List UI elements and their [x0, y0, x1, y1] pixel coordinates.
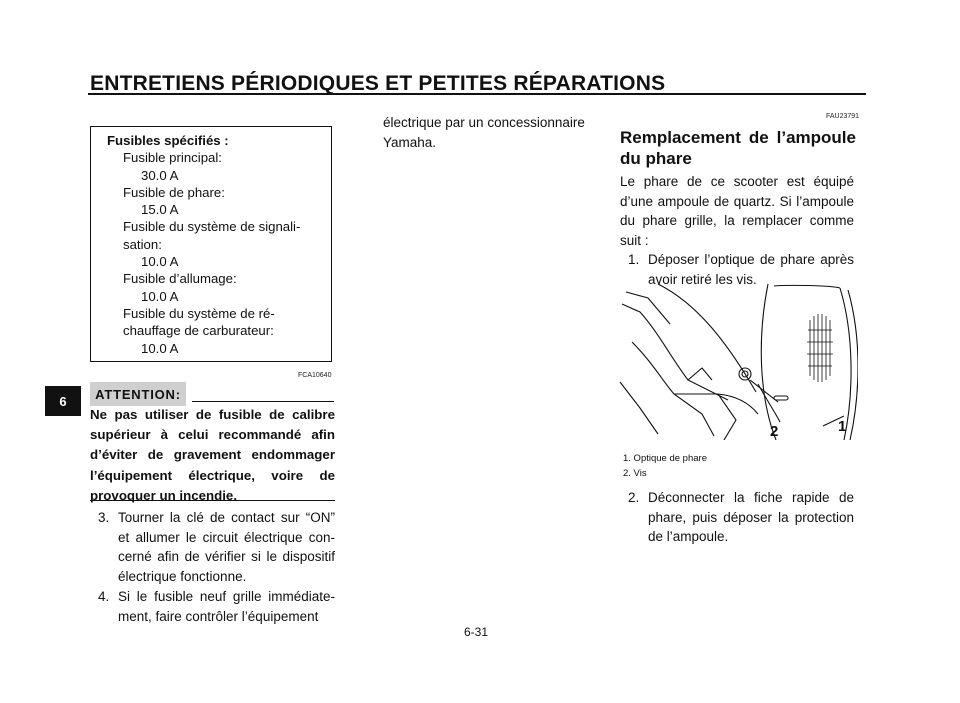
spec-item-value: 10.0 A	[141, 254, 179, 270]
spec-item-value: 10.0 A	[141, 288, 179, 304]
section-title: Remplacement de l’ampoule du phare	[620, 128, 856, 168]
header-rule	[88, 93, 866, 95]
page-header-title: ENTRETIENS PÉRIODIQUES ET PETITES RÉPARATIONS	[90, 72, 666, 95]
callout-1: 1	[838, 418, 847, 435]
spec-item-name: sation:	[123, 236, 162, 252]
spec-item-name: Fusible principal:	[123, 150, 222, 166]
page-number: 6-31	[464, 625, 489, 639]
attention-code: FCA10640	[298, 372, 332, 379]
spec-item-name: chauffage de carburateur:	[123, 323, 274, 339]
chapter-tab: 6	[45, 386, 81, 416]
step-text: Déposer l’optique de phare après avoir retiré les vis.	[648, 252, 854, 287]
figure-caption	[623, 451, 707, 481]
section-code: FAU23791	[826, 113, 860, 120]
headlight-figure	[618, 284, 858, 440]
continued-text: électrique par un concessionnaire Yamaha.	[383, 115, 585, 150]
spec-box-title: Fusibles spécifiés :	[107, 133, 229, 148]
headlight-illustration	[618, 284, 858, 440]
spec-item-value: 15.0 A	[141, 202, 179, 218]
step-item	[98, 587, 335, 626]
attention-label: ATTENTION:	[90, 382, 186, 406]
step-number: 3.	[98, 510, 110, 525]
spec-item-name: Fusible de phare:	[123, 184, 225, 200]
step-number: 1.	[628, 252, 640, 267]
step-text: Si le fusible neuf grille immédiate-ment, faire contrôler l’équipement	[118, 589, 335, 624]
section-intro: Le phare de ce scooter est équipé d’une ampoule de quartz. Si l’ampoule du phare grille, la remplacer comme suit :	[620, 174, 854, 248]
spec-item-name: Fusible du système de signali-	[123, 219, 301, 235]
spec-item-name: Fusible d’allumage:	[123, 271, 237, 287]
step-item	[98, 508, 335, 586]
attention-text: Ne pas utiliser de fusible de calibre supérieur à celui recommandé afin d’éviter de gravement endommager l’équipement électrique, voire de provoquer un incendie.	[90, 407, 335, 503]
spec-item-value: 10.0 A	[141, 340, 179, 356]
caption-item: 2. Vis	[623, 468, 647, 479]
spec-item-value: 30.0 A	[141, 167, 179, 183]
step-number: 2.	[628, 490, 640, 505]
step-text: Déconnecter la fiche rapide de phare, puis déposer la protection de l’ampoule.	[648, 490, 854, 545]
step-text: Tourner la clé de contact sur “ON” et allumer le circuit électrique con-cerné afin de vérifier si le dispositif électrique fonctionne.	[118, 510, 335, 584]
attention-rule	[192, 401, 334, 402]
caption-item: 1. Optique de phare	[623, 453, 707, 464]
attention-bottom-rule	[90, 500, 335, 501]
step-item	[628, 488, 854, 547]
step-number: 4.	[98, 589, 110, 604]
spec-item-name: Fusible du système de ré-	[123, 305, 275, 321]
fuse-spec-box	[90, 126, 332, 362]
attention-heading	[90, 382, 334, 406]
callout-2: 2	[770, 423, 779, 440]
